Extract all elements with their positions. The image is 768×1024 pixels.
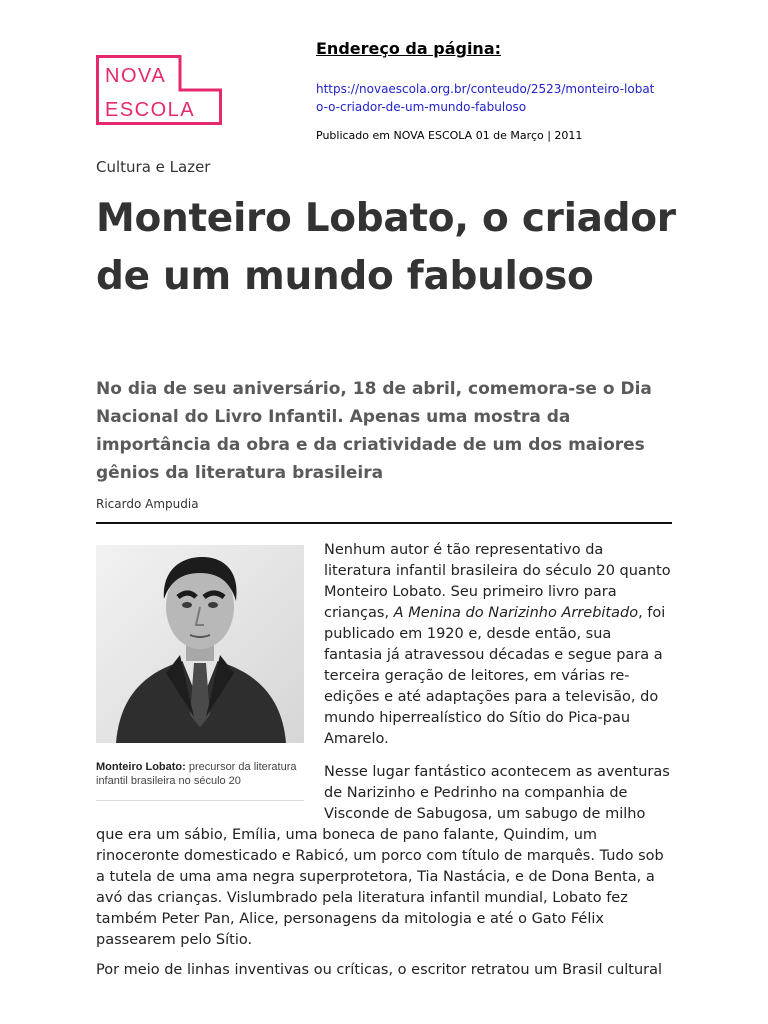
paragraph-2-start: Nesse lugar fantástico acontecem as aventuras de Narizinho e Pedrinho na companhia de Visconde de Sabugosa, um sabugo de milho xyxy=(324,764,670,822)
header-divider xyxy=(96,522,672,524)
publication-info: Publicado em NOVA ESCOLA 01 de Março | 2011 xyxy=(316,129,583,142)
logo-line2: ESCOLA xyxy=(105,99,196,121)
paragraph-2-continued: que era um sábio, Emília, uma boneca de pano falante, Quindim, um rinoceronte domesticado e Rabicó, um porco com título de marquês. Tudo sob a tutela de uma ama negra superprotetora, Tia Nastácia, e de Dona Benta, a avó das crianças. Vislumbrado pela literatura infantil mundial, Lobato fez também Peter Pan, Alice, personagens da mitologia e até o Gato Félix passearem pelo Sítio. xyxy=(96,827,664,948)
caption-text: precursor da literatura infantil brasileira no século 20 xyxy=(96,761,297,787)
address-block xyxy=(316,38,716,143)
caption-divider xyxy=(96,800,304,801)
book-title: A Menina do Narizinho Arrebitado xyxy=(393,605,639,621)
article-author[interactable]: Ricardo Ampudia xyxy=(96,497,199,511)
paragraph-1 xyxy=(324,540,674,750)
article-title: Monteiro Lobato, o criador de um mundo fabuloso xyxy=(96,196,676,299)
article-url-link[interactable]: https://novaescola.org.br/conteudo/2523/monteiro-lobato-o-criador-de-um-mundo-fabuloso xyxy=(316,82,655,114)
author-photo xyxy=(96,545,304,743)
nova-escola-logo[interactable] xyxy=(96,55,222,125)
article-subtitle: No dia de seu aniversário, 18 de abril, comemora-se o Dia Nacional do Livro Infantil. Apenas uma mostra da importância da obra e da criatividade de um dos maiores gênios da literatura brasileira xyxy=(96,379,652,483)
logo-line1: NOVA xyxy=(105,65,167,87)
paragraph-1-text-a: Nenhum autor é tão representativo da literatura infantil brasileira do século 20 quanto Monteiro Lobato. Seu primeiro livro para crianças, xyxy=(324,542,671,621)
paragraph-1-text-b: , foi publicado em 1920 e, desde então, sua fantasia já atravessou décadas e segue para a terceira geração de leitores, em várias re-edições e até adaptações para a televisão, do mundo hiperrealístico do Sítio do Pica-pau Amarelo. xyxy=(324,605,666,747)
paragraph-3: Por meio de linhas inventivas ou críticas, o escritor retratou um Brasil cultural xyxy=(96,962,663,978)
photo-caption xyxy=(96,760,304,788)
section-label[interactable]: Cultura e Lazer xyxy=(96,158,211,176)
address-heading: Endereço da página: xyxy=(316,39,502,58)
portrait-photo-icon xyxy=(96,545,304,743)
caption-name: Monteiro Lobato: xyxy=(96,761,186,773)
